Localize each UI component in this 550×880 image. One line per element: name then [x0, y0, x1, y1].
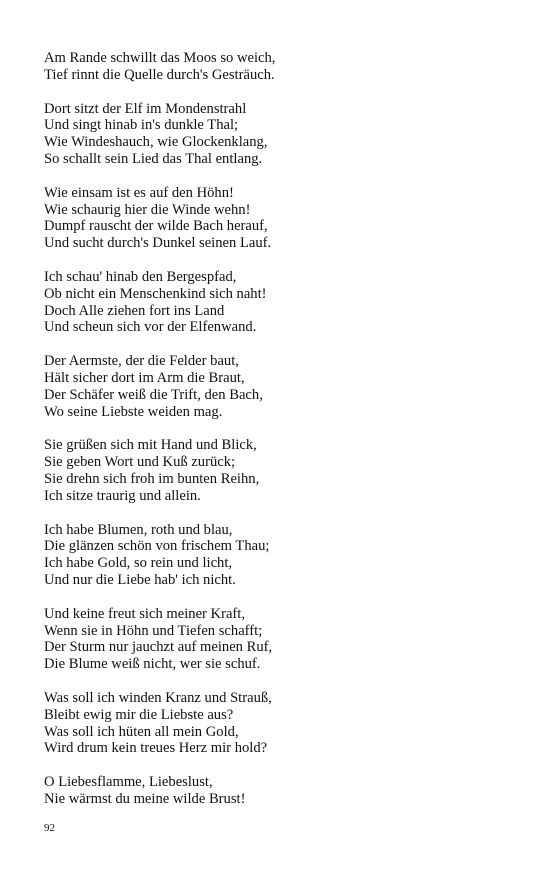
- verse-line: Tief rinnt die Quelle durch's Gesträuch.: [44, 66, 275, 83]
- verse-line: Die glänzen schön von frischem Thau;: [44, 538, 270, 555]
- verse-line: Wie Windeshauch, wie Glockenklang,: [44, 134, 268, 151]
- verse-line: Wie einsam ist es auf den Höhn!: [44, 184, 234, 201]
- verse-line: Wie schaurig hier die Winde wehn!: [44, 201, 251, 218]
- verse-line: Und singt hinab in's dunkle Thal;: [44, 117, 239, 134]
- verse-line: Wenn sie in Höhn und Tiefen schafft;: [44, 622, 263, 639]
- verse-line: Nie wärmst du meine wilde Brust!: [44, 790, 246, 807]
- verse-line: Ich habe Blumen, roth und blau,: [44, 521, 233, 538]
- verse-line: Ich sitze traurig und allein.: [44, 487, 201, 504]
- verse-line: Der Sturm nur jauchzt auf meinen Ruf,: [44, 639, 273, 656]
- stanza: [44, 353, 514, 420]
- verse-line: So schallt sein Lied das Thal entlang.: [44, 150, 263, 167]
- stanza: [44, 437, 514, 504]
- verse-line: Der Aermste, der die Felder baut,: [44, 353, 239, 370]
- verse-line: Sie grüßen sich mit Hand und Blick,: [44, 437, 257, 454]
- stanza: [44, 522, 514, 589]
- verse-line: Was soll ich hüten all mein Gold,: [44, 723, 239, 740]
- verse-line: Und scheun sich vor der Elfenwand.: [44, 319, 257, 336]
- verse-line: Bleibt ewig mir die Liebste aus?: [44, 706, 234, 723]
- poem-text: [44, 50, 514, 825]
- stanza: [44, 269, 514, 336]
- verse-line: Sie drehn sich froh im bunten Reihn,: [44, 470, 260, 487]
- verse-line: Ich schau' hinab den Bergespfad,: [44, 268, 237, 285]
- verse-line: Die Blume weiß nicht, wer sie schuf.: [44, 656, 261, 673]
- verse-line: Ob nicht ein Menschenkind sich naht!: [44, 285, 267, 302]
- verse-line: O Liebesflamme, Liebeslust,: [44, 774, 213, 791]
- page-number: 92: [44, 822, 55, 834]
- verse-line: Wird drum kein treues Herz mir hold?: [44, 740, 268, 757]
- verse-line: Und sucht durch's Dunkel seinen Lauf.: [44, 235, 272, 252]
- verse-line: Wo seine Liebste weiden mag.: [44, 403, 223, 420]
- verse-line: Hält sicher dort im Arm die Braut,: [44, 369, 245, 386]
- verse-line: Was soll ich winden Kranz und Strauß,: [44, 689, 272, 706]
- stanza: [44, 606, 514, 673]
- stanza: [44, 185, 514, 252]
- verse-line: Doch Alle ziehen fort ins Land: [44, 302, 225, 319]
- stanza: [44, 101, 514, 168]
- stanza: [44, 690, 514, 757]
- verse-line: Ich habe Gold, so rein und licht,: [44, 555, 233, 572]
- verse-line: Der Schäfer weiß die Trift, den Bach,: [44, 386, 263, 403]
- stanza: [44, 50, 514, 84]
- verse-line: Sie geben Wort und Kuß zurück;: [44, 454, 236, 471]
- stanza: [44, 774, 514, 808]
- verse-line: Am Rande schwillt das Moos so weich,: [44, 50, 276, 66]
- verse-line: Und nur die Liebe hab' ich nicht.: [44, 571, 236, 588]
- verse-line: Dort sitzt der Elf im Mondenstrahl: [44, 100, 247, 117]
- verse-line: Dumpf rauscht der wilde Bach herauf,: [44, 218, 268, 235]
- verse-line: Und keine freut sich meiner Kraft,: [44, 605, 245, 622]
